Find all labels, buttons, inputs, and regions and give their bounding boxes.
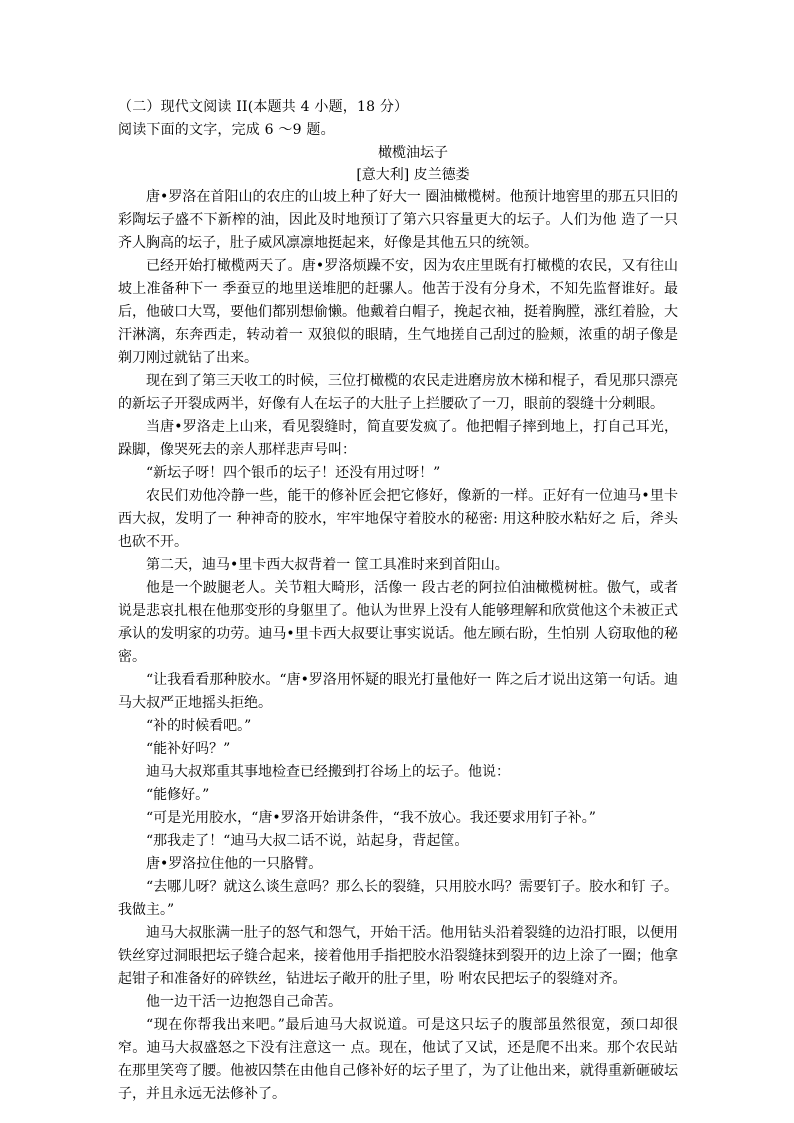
paragraph: 唐•罗洛拉住他的一只胳臂。	[146, 856, 323, 872]
paragraph: 当唐•罗洛走上山来，看见裂缝时，简直要发疯了。他把帽子摔到地上，打自己耳光，跺脚，像哭死去的亲人那样悲声号叫：	[118, 419, 678, 458]
paragraph: 迪马大叔胀满一肚子的怒气和怨气，开始干活。他用钻头沿着裂缝的边沿打眼，以便用铁丝穿过洞眼把坛子缝合起来，接着他用手指把胶水沿裂缝抹到裂开的边上涂了一圈；他拿起钳子和准备好的碎铁丝，钻进坛子敞开的肚子里，吩 咐农民把坛子的裂缝对齐。	[118, 925, 678, 987]
paragraph: “能修好。”	[146, 787, 210, 803]
paragraph: 迪马大叔郑重其事地检查已经搬到打谷场上的坛子。他说：	[146, 764, 510, 780]
paragraph: “能补好吗？”	[146, 741, 231, 757]
paragraph: 他是一个跛腿老人。关节粗大畸形，活像一 段古老的阿拉伯油橄榄树桩。傲气，或者说是悲哀扎根在他那变形的身躯里了。他认为世界上没有人能够理解和欣赏他这个未被正式承认的发明家的功劳。迪马•里卡西大叔要让事实说话。他左顾右盼，生怕别 人窃取他的秘密。	[118, 580, 678, 665]
document-page	[118, 96, 678, 1106]
paragraph: “让我看看那种胶水。“唐•罗洛用怀疑的眼光打量他好一 阵之后才说出这第一句话。迪马大叔严正地摇头拒绝。	[118, 672, 678, 711]
paragraph: “去哪儿呀？就这么谈生意吗？那么长的裂缝，只用胶水吗？需要钉子。胶水和钉 子。我做主。”	[118, 879, 678, 918]
paragraph: 农民们劝他冷静一些，能干的修补匠会把它修好，像新的一样。正好有一位迪马•里卡西大叔，发明了一 种神奇的胶水，牢牢地保守着胶水的秘密: 用这种胶水粘好之 后，斧头也砍不开。	[118, 488, 678, 550]
article-author: [意大利] 皮兰德娄	[356, 167, 470, 183]
paragraph: “新坛子呀！四个银币的坛子！还没有用过呀！”	[146, 465, 441, 481]
paragraph: 现在到了第三天收工的时候，三位打橄榄的农民走进磨房放木梯和棍子，看见那只漂亮的新坛子开裂成两半，好像有人在坛子的大肚子上拦腰砍了一刀，眼前的裂缝十分刺眼。	[118, 373, 678, 412]
section-heading: （二）现代文阅读 II(本题共 4 小题，18 分）	[118, 99, 409, 115]
reading-instruction: 阅读下面的文字，完成 6 ～9 题。	[118, 122, 335, 138]
paragraph: 第二天，迪马•里卡西大叔背着一 筐工具准时来到首阳山。	[146, 557, 509, 573]
paragraph: “补的时候看吧。”	[146, 718, 252, 734]
paragraph: 唐•罗洛在首阳山的农庄的山坡上种了好大一 圈油橄榄树。他预计地窖里的那五只旧的彩陶坛子盛不下新榨的油，因此及时地预订了第六只容量更大的坛子。人们为他 造了一只齐人胸高的坛子，肚子威风凛凛地挺起来，好像是其他五只的统领。	[118, 189, 678, 251]
paragraph: “现在你帮我出来吧。”最后迪马大叔说道。可是这只坛子的腹部虽然很宽，颈口却很窄。迪马大叔盛怒之下没有注意这一 点。现在，他试了又试，还是爬不出来。那个农民站在那里笑弯了腰。他被囚禁在由他自己修补好的坛子里了，为了让他出来，就得重新砸破坛子，并且永远无法修补了。	[118, 1017, 678, 1102]
paragraph: 已经开始打橄榄两天了。唐•罗洛烦躁不安，因为农庄里既有打橄榄的农民，又有往山坡上准备种下一 季蚕豆的地里送堆肥的赶骡人。他苦于没有分身术，不知先监督谁好。最后，他破口大骂，要他们都别想偷懒。他戴着白帽子，挽起衣袖，挺着胸膛，涨红着脸，大汗淋漓，东奔西走，转动着一 双狼似的眼睛，生气地搓自己刮过的脸颊，浓重的胡子像是剃刀刚过就钻了出来。	[118, 258, 678, 366]
paragraph: 他一边干活一边抱怨自己命苦。	[146, 994, 342, 1010]
article-title: 橄榄油坛子	[378, 145, 448, 161]
paragraph: “那我走了！“迪马大叔二话不说，站起身，背起筐。	[146, 833, 469, 849]
paragraph: “可是光用胶水，“唐•罗洛开始讲条件，“我不放心。我还要求用钉子补。”	[146, 810, 596, 826]
